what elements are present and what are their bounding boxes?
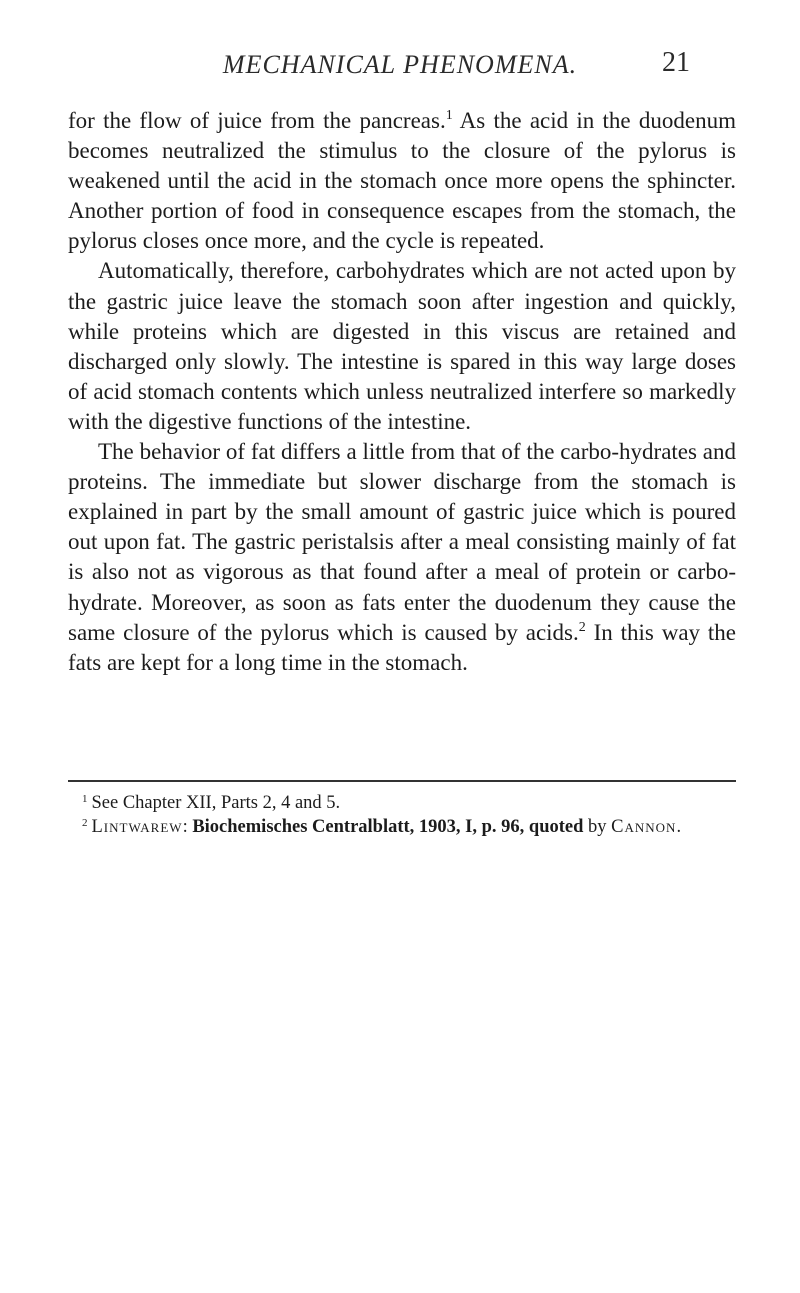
body-text [68,106,736,678]
page-number: 21 [662,47,690,78]
running-head: MECHANICAL PHENOMENA. [222,50,578,79]
footnote-2-separator: : [182,817,193,837]
footnote-2-end: . [676,817,682,837]
paragraph-2: Automatically, therefore, carbohydrates which are not acted upon by the gastric juice leave the stomach soon after ingestion and quickly, while proteins which are digested in this viscus are retained and discharged only slowly. The intestine is spared in this way large doses of acid stomach contents which unless neutralized interfere so markedly with the digestive functions of the intestine. [68,258,736,434]
paragraph-3-text-b: In this way the fats are kept for a long time in the stomach. [68,619,736,675]
paragraph-1-text-b: As the acid in the duodenum becomes neutralized the stimulus to the closure of the pylorus is weakened until the acid in the stomach once more opens the sphincter. Another portion of food in consequence escapes from the stomach, the pylorus closes once more, and the cycle is repeated. [68,108,736,254]
footnote-1-text: See Chapter XII, Parts 2, 4 and 5. [91,793,341,813]
footnote-1 [68,791,736,815]
paragraph-3 [68,437,736,678]
footnote-2 [68,815,736,839]
footnote-1-mark: 1 [82,793,88,805]
paragraph-1-text-a: for the flow of juice from the pancreas. [68,108,446,133]
footnote-divider [68,780,736,782]
footnote-2-mark: 2 [82,817,88,829]
paragraph-3-text-a: The behavior of fat differs a little from that of the carbo-hydrates and proteins. The immediate but slower discharge from the stomach is explained in part by the small amount of gastric juice which is poured out upon fat. The gastric peristalsis after a meal consisting mainly of fat is also not as vigorous as that found after a meal of protein or carbo-hydrate. Moreover, as soon as fats enter the duodenum they cause the same closure of the pylorus which is caused by acids. [68,439,736,645]
footnote-2-quoted-author: Cannon [611,817,677,837]
footnote-ref-1: 1 [445,108,453,123]
footnote-ref-2: 2 [578,619,586,635]
paragraph-1 [68,106,736,256]
page-header [0,47,800,90]
footnotes [68,791,736,839]
footnote-2-by: by [583,817,612,837]
footnote-2-author: Lintwarew [91,817,183,837]
footnote-2-citation: Biochemisches Centralblatt, 1903, I, p. 96, quoted [192,817,584,837]
